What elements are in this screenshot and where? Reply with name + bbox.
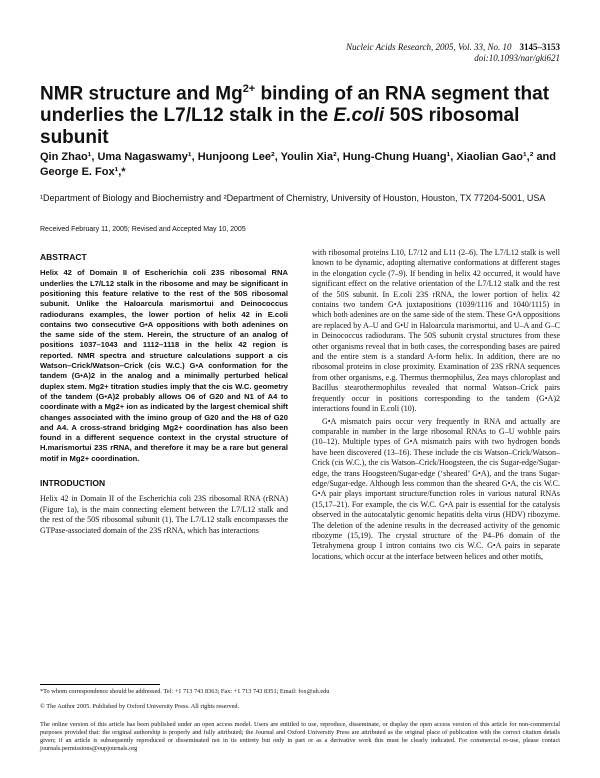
license-notice: The online version of this article has been published under an open access model. Users are entitled to use, reproduce, disseminate, or display the open access version of this article for non-commercial purposes provided that: the original authorship is properly and fully attributed; the Journal and Oxford University Press are attributed as the original place of publication with the correct citation details given; if an article is subsequently reproduced or disseminated not in its entirety but only in part or as a derivative work this must be clearly indicated. For commercial re-use, please contact journals.permissions@oupjournals.org bbox=[40, 721, 560, 752]
copyright-notice: © The Author 2005. Published by Oxford University Press. All rights reserved. bbox=[40, 703, 240, 710]
left-column bbox=[40, 248, 288, 536]
abstract-text: Helix 42 of Domain II of Escherichia coli 23S ribosomal RNA underlies the L7/L12 stalk in the ribosome and may be significant in positioning this feature relative to the rest of the 50S ribosomal subunit. Unlike the Haloarcula marismortui and Deinococcus radiodurans examples, the lower portion of helix 42 in E.coli contains two consecutive G•A oppositions with both adenines on the same side of the stem. Herein, the structure of an analog of positions 1037–1043 and 1112–1118 in the helix 42 region is reported. NMR spectra and structure calculations support a cis Watson–Crick/Watson–Crick (cis W.C.) G•A conformation for the tandem (G•A)2 in the analog and a minimally perturbed helical duplex stem. Mg2+ titration studies imply that the cis W.C. geometry of the tandem (G•A)2 probably allows O6 of G20 and N1 of A4 to coordinate with a Mg2+ ion as indicated by the largest chemical shift changes associated with the imino group of G20 and the H8 of G20 and A4. A cross-strand bridging Mg2+ coordination has also been found in a different sequence context in the crystal structure of H.marismortui 23S rRNA, and therefore it may be a rare but general motif in Mg2+ coordination. bbox=[40, 268, 288, 463]
introduction-heading: INTRODUCTION bbox=[40, 478, 106, 489]
journal-citation: Nucleic Acids Research, 2005, Vol. 33, No. 10 bbox=[346, 42, 512, 52]
right-column bbox=[312, 248, 560, 564]
journal-citation-line bbox=[346, 42, 560, 53]
title-organism: E.coli bbox=[333, 105, 385, 127]
title-superscript: 2+ bbox=[242, 83, 256, 95]
affiliation: ¹Department of Biology and Biochemistry and ²Department of Chemistry, University of Houston, Houston, TX 77204-5001, USA bbox=[40, 193, 546, 203]
introduction-text: Helix 42 in Domain II of the Escherichia coli 23S ribosomal RNA (rRNA) (Figure 1a), is the main connecting element between the L7/L12 stalk and the rest of the 50S ribosomal subunit (1). The L7/L12 stalk encompasses the GTPase-associated domain of the 23S rRNA, which has interactions bbox=[40, 494, 288, 535]
title-part3: 50S ribosomal subunit bbox=[40, 105, 520, 149]
body-paragraph-2: G•A mismatch pairs occur very frequently in RNA and actually are comparable in number in the large ribosomal RNAs to G–U wobble pairs (10–12). Multiple types of G•A mismatch pairs with two hydrogen bonds have been discovered (13–16). These include the cis Watson–Crick/Watson–Crick (cis W.C.), the cis Watson–Crick/Hoogsteen, the cis Sugar-edge/Sugar-edge, the trans Hoogsteen/Sugar-edge (‘sheared’ G•A), and the trans Sugar-edge/Sugar-edge. Although less common than the sheared G•A, the cis W.C. G•A pair plays important structure/function roles in various natural RNAs (15,17–21). For example, the cis W.C. G•A pair is essential for the catalysis observed in the autocatalytic genomic hepatitis delta virus (HDV) ribozyme. The deletion of the adenine results in the decreased activity of the genomic ribozyme (15,19). The crystal structure of the P4–P6 domain of the Tetrahymena group I intron contains two cis W.C. G•A pairs in separate locations, which occur at the interface between helices and other motifs, bbox=[312, 416, 560, 561]
title-part2: binding of an RNA segment that underlies the L7/L12 stalk in the bbox=[40, 83, 550, 127]
journal-header bbox=[346, 42, 560, 64]
article-title bbox=[40, 78, 560, 149]
title-part1: NMR structure and Mg bbox=[40, 83, 243, 105]
author-list: Qin Zhao¹, Uma Nagaswamy¹, Hunjoong Lee², Youlin Xia², Hung-Chung Huang¹, Xiaolian Gao¹,² and George E. Fox¹,* bbox=[40, 151, 556, 178]
body-paragraph-1: with ribosomal proteins L10, L7/12 and L11 (2–6). The L7/L12 stalk is well known to be dynamic, adopting alternative conformations at different stages in the elongation cycle (7–9). If bending in helix 42 occurred, it would have significant effect on the relative orientation of the L7/L12 stalk and the rest of the 50S subunit. In E.coli 23S rRNA, the lower portion of helix 42 contains two tandem G•A juxtapositions (1039/1116 and 1040/1115) in which both adenines are on the same side of the stem. These G•A oppositions are replaced by A–U and G•U in Haloarcula marismortui, and U–A and G–C in Deinococcus radiodurans. The 50S subunit crystal structures from these other organisms reveal that in both cases, the corresponding bases are paired and the entire stem is a standard A-form helix. In addition, there are no ribosomal proteins in close proximity. Examination of 23S rRNA sequences from other organisms, e.g. Thermus thermophilus, Zea mays chloroplast and Bacillus stearothermophilus revealed that normal Watson–Crick pairs frequently occur in positions corresponding to the tandem (G•A)2 interactions found in E.coli (10). bbox=[312, 248, 560, 414]
received-dates: Received February 11, 2005; Revised and Accepted May 10, 2005 bbox=[40, 226, 246, 233]
correspondence-footnote: *To whom correspondence should be addressed. Tel: +1 713 743 8363; Fax: +1 713 743 8351; Email: fox@uh.edu bbox=[40, 688, 330, 695]
footnote-divider bbox=[40, 684, 160, 685]
doi: doi:10.1093/nar/gki621 bbox=[474, 53, 560, 63]
abstract-heading: ABSTRACT bbox=[40, 252, 87, 262]
journal-pages: 3145–3153 bbox=[519, 42, 560, 52]
